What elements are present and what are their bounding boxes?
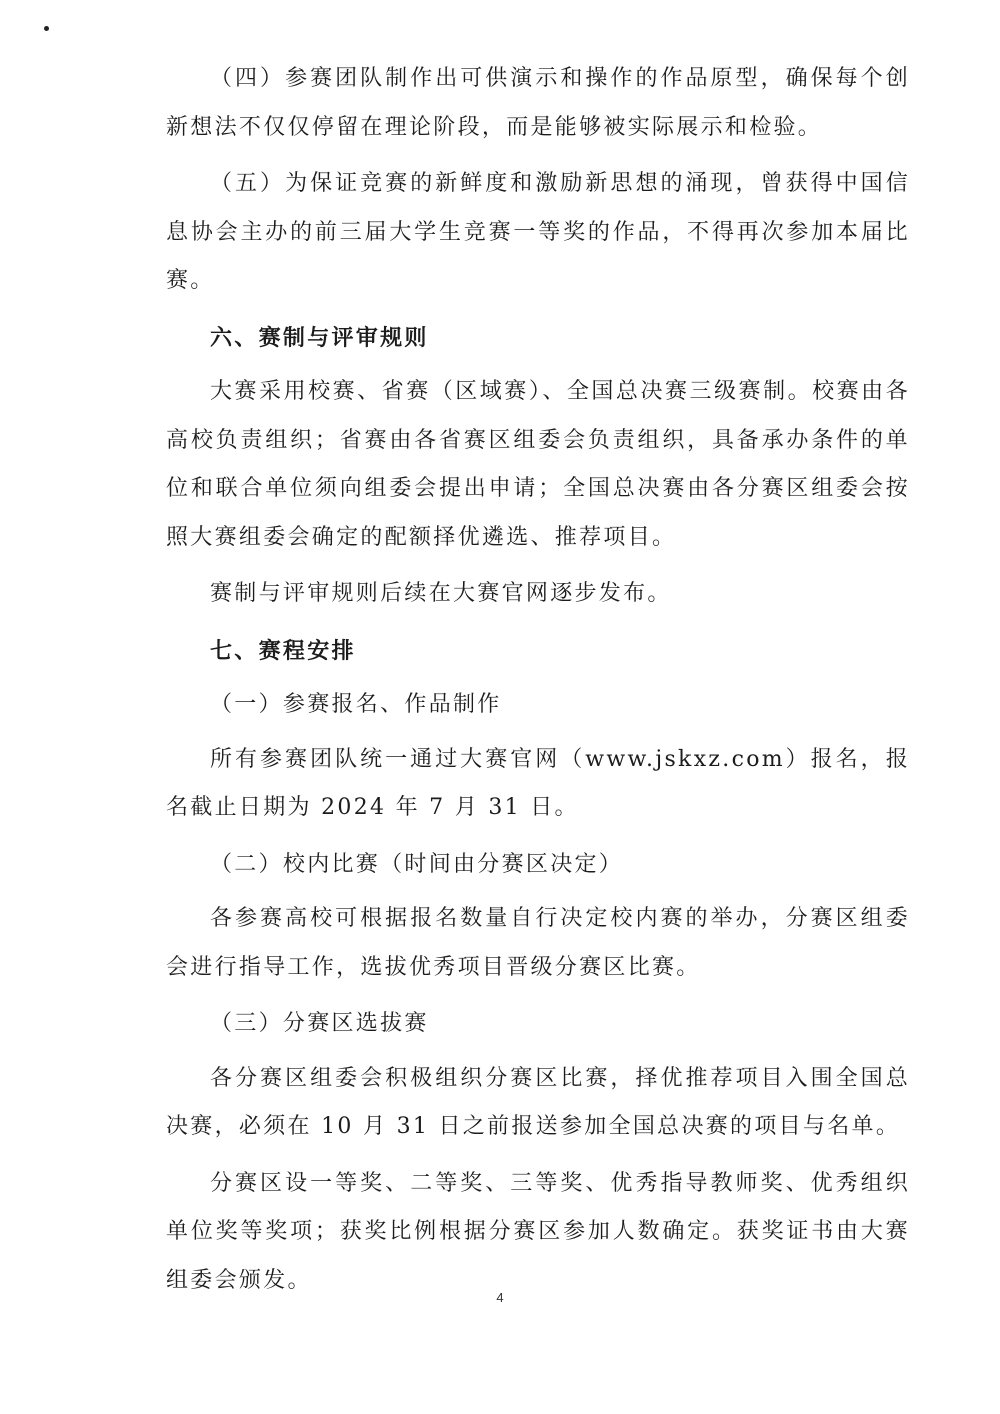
paragraph-competition-system: 大赛采用校赛、省赛（区域赛）、全国总决赛三级赛制。校赛由各高校负责组织；省赛由各省赛区组委会负责组织，具备承办条件的单位和联合单位须向组委会提出申请；全国总决赛由各分赛区组委会按照大赛组委会确定的配额择优遴选、推荐项目。 (166, 379, 910, 550)
paragraph-rules-release: 赛制与评审规则后续在大赛官网逐步发布。 (210, 581, 672, 606)
document-body (166, 55, 910, 1313)
subheading-registration: （一）参赛报名、作品制作 (210, 692, 502, 717)
scan-dot-mark (44, 26, 49, 31)
section-heading-schedule: 七、赛程安排 (210, 637, 356, 664)
paragraph-item-5-eligibility: （五）为保证竞赛的新鲜度和激励新思想的涌现，曾获得中国信息协会主办的前三届大学生竞赛一等奖的作品，不得再次参加本届比赛。 (166, 171, 910, 293)
paragraph-registration: 所有参赛团队统一通过大赛官网（www.jskxz.com）报名，报名截止日期为 2024 年 7 月 31 日。 (166, 746, 910, 820)
paragraph-regional-selection: 各分赛区组委会积极组织分赛区比赛，择优推荐项目入围全国总决赛，必须在 10 月 31 日之前报送参加全国总决赛的项目与名单。 (166, 1065, 910, 1139)
paragraph-item-4-prototype: （四）参赛团队制作出可供演示和操作的作品原型，确保每个创新想法不仅仅停留在理论阶段，而是能够被实际展示和检验。 (166, 66, 910, 140)
paragraph-campus-competition: 各参赛高校可根据报名数量自行决定校内赛的举办，分赛区组委会进行指导工作，选拔优秀项目晋级分赛区比赛。 (166, 906, 910, 980)
paragraph-regional-awards: 分赛区设一等奖、二等奖、三等奖、优秀指导教师奖、优秀组织单位奖等奖项；获奖比例根据分赛区参加人数确定。获奖证书由大赛组委会颁发。 (166, 1170, 910, 1293)
page-number: 4 (496, 1290, 504, 1305)
subheading-regional-selection: （三）分赛区选拔赛 (210, 1011, 429, 1036)
section-heading-rules: 六、赛制与评审规则 (210, 324, 429, 351)
subheading-campus-competition: （二）校内比赛（时间由分赛区决定） (210, 851, 624, 877)
